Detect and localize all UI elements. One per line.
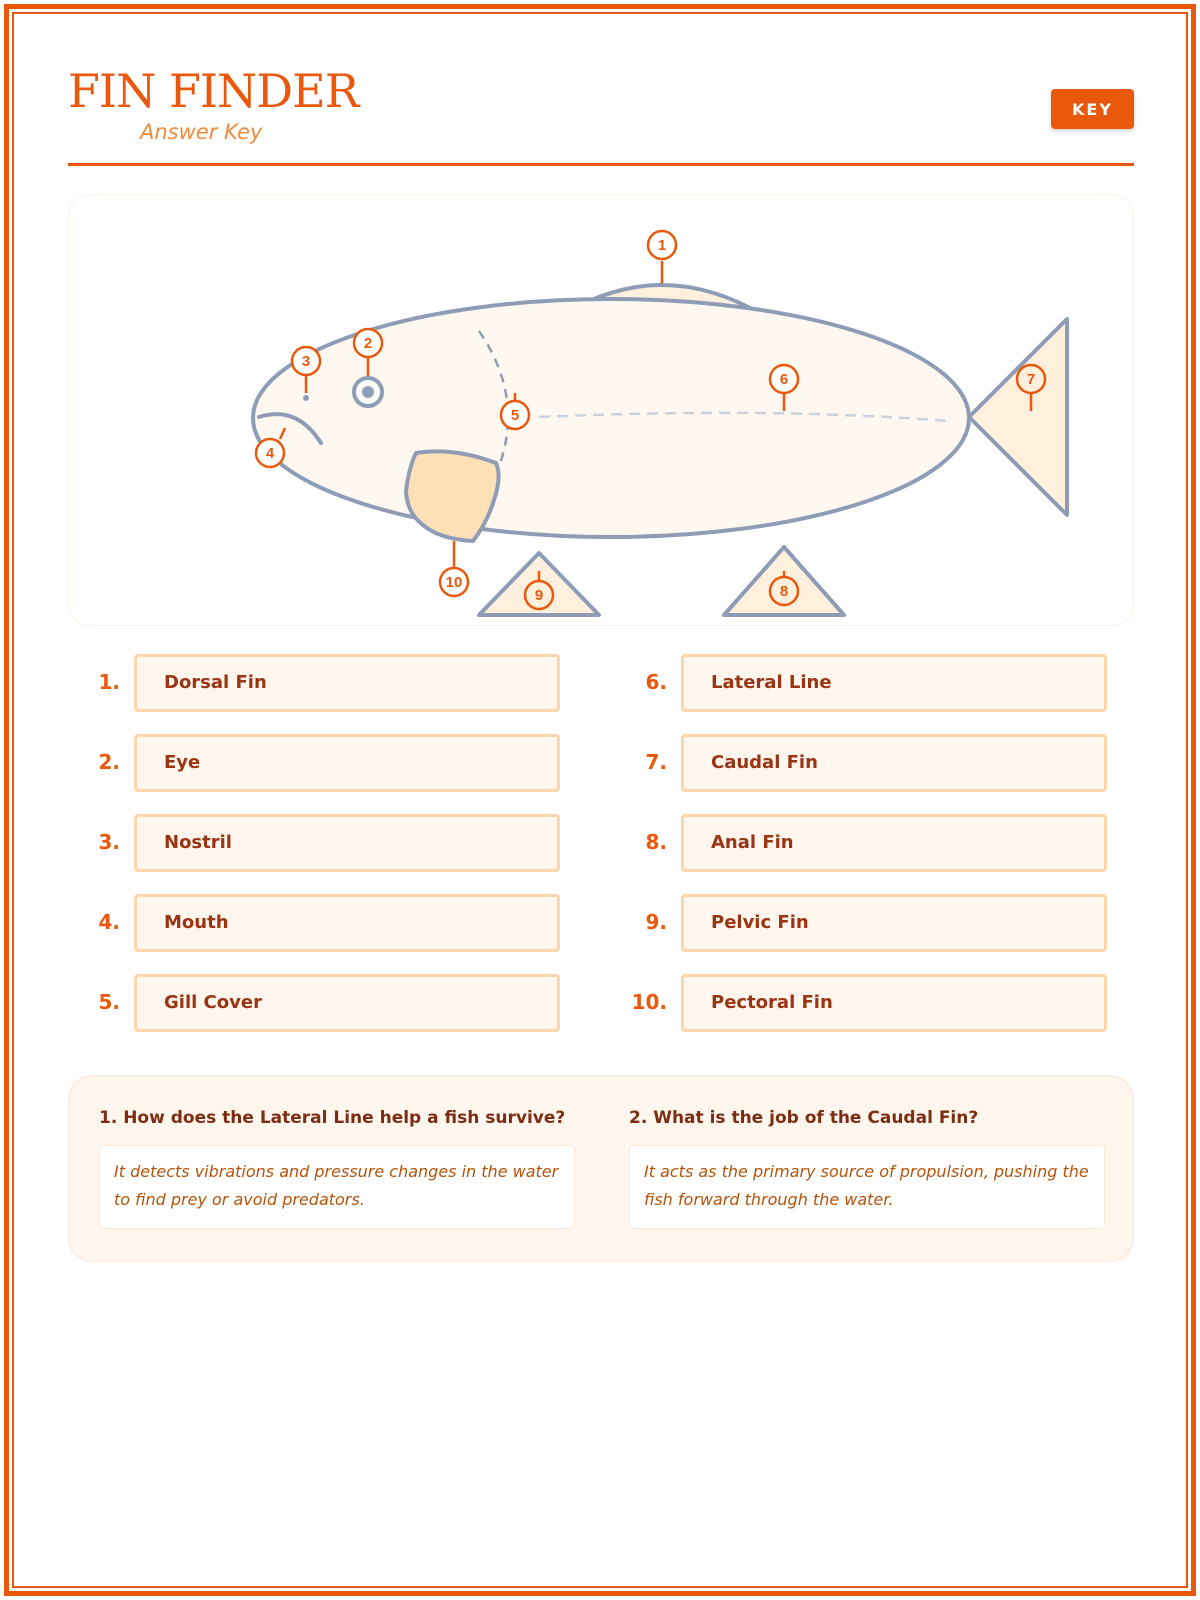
label-row-9 <box>615 892 1115 952</box>
fish-diagram <box>69 195 1135 627</box>
page-subtitle: Answer Key <box>140 120 263 144</box>
label-row-4 <box>68 892 568 952</box>
label-answer-field[interactable]: Lateral Line <box>681 654 1107 712</box>
label-answer-field[interactable]: Dorsal Fin <box>134 654 560 712</box>
label-row-6 <box>615 652 1115 712</box>
fish-diagram-card <box>68 194 1134 626</box>
label-answer-field[interactable]: Mouth <box>134 894 560 952</box>
label-number: 4. <box>98 910 120 934</box>
label-number: 3. <box>98 830 120 854</box>
question-2-text: 2. What is the job of the Caudal Fin? <box>629 1108 979 1128</box>
nostril <box>303 395 309 401</box>
label-number: 5. <box>98 990 120 1014</box>
label-number: 1. <box>98 670 120 694</box>
callout-2-label: 2 <box>363 335 373 352</box>
eye-pupil <box>362 386 374 398</box>
callout-4-label: 4 <box>265 445 275 462</box>
label-row-5 <box>68 972 568 1032</box>
callout-7 <box>1017 365 1045 393</box>
label-list <box>68 652 1134 1032</box>
label-number: 9. <box>645 910 667 934</box>
label-number: 2. <box>98 750 120 774</box>
question-1 <box>99 1107 575 1229</box>
key-button[interactable]: KEY <box>1051 89 1134 129</box>
callout-5-label: 5 <box>510 407 520 424</box>
callout-9 <box>525 581 553 609</box>
label-answer-field[interactable]: Pectoral Fin <box>681 974 1107 1032</box>
callout-10 <box>440 568 468 596</box>
callout-10-label: 10 <box>445 574 463 591</box>
header <box>68 60 1134 166</box>
label-number: 10. <box>631 990 667 1014</box>
label-row-8 <box>615 812 1115 872</box>
callout-1-label: 1 <box>657 237 667 254</box>
callout-7-label: 7 <box>1026 371 1036 388</box>
callout-2 <box>354 329 382 357</box>
page-title: FIN FINDER <box>68 64 359 118</box>
label-answer-field[interactable]: Anal Fin <box>681 814 1107 872</box>
question-2-answer[interactable]: It acts as the primary source of propulsion, pushing the fish forward through the water. <box>629 1145 1105 1229</box>
callout-8-label: 8 <box>779 583 789 600</box>
question-1-text: 1. How does the Lateral Line help a fish survive? <box>99 1108 566 1128</box>
label-row-7 <box>615 732 1115 792</box>
label-answer-field[interactable]: Pelvic Fin <box>681 894 1107 952</box>
questions-panel <box>68 1075 1134 1262</box>
callout-5 <box>501 401 529 429</box>
label-number: 6. <box>645 670 667 694</box>
callout-1 <box>648 231 676 259</box>
label-answer-field[interactable]: Caudal Fin <box>681 734 1107 792</box>
callout-8 <box>770 577 798 605</box>
label-row-3 <box>68 812 568 872</box>
label-number: 8. <box>645 830 667 854</box>
label-number: 7. <box>645 750 667 774</box>
label-row-10 <box>615 972 1115 1032</box>
callout-9-label: 9 <box>534 587 544 604</box>
label-answer-field[interactable]: Eye <box>134 734 560 792</box>
callout-4 <box>256 439 284 467</box>
label-row-2 <box>68 732 568 792</box>
label-answer-field[interactable]: Gill Cover <box>134 974 560 1032</box>
question-1-answer[interactable]: It detects vibrations and pressure changes in the water to find prey or avoid predators. <box>99 1145 575 1229</box>
label-row-1 <box>68 652 568 712</box>
caudal-fin <box>969 319 1067 515</box>
question-2 <box>629 1107 1105 1229</box>
label-answer-field[interactable]: Nostril <box>134 814 560 872</box>
callout-3 <box>292 347 320 375</box>
callout-3-label: 3 <box>301 353 311 370</box>
callout-6-label: 6 <box>779 371 789 388</box>
callout-6 <box>770 365 798 393</box>
